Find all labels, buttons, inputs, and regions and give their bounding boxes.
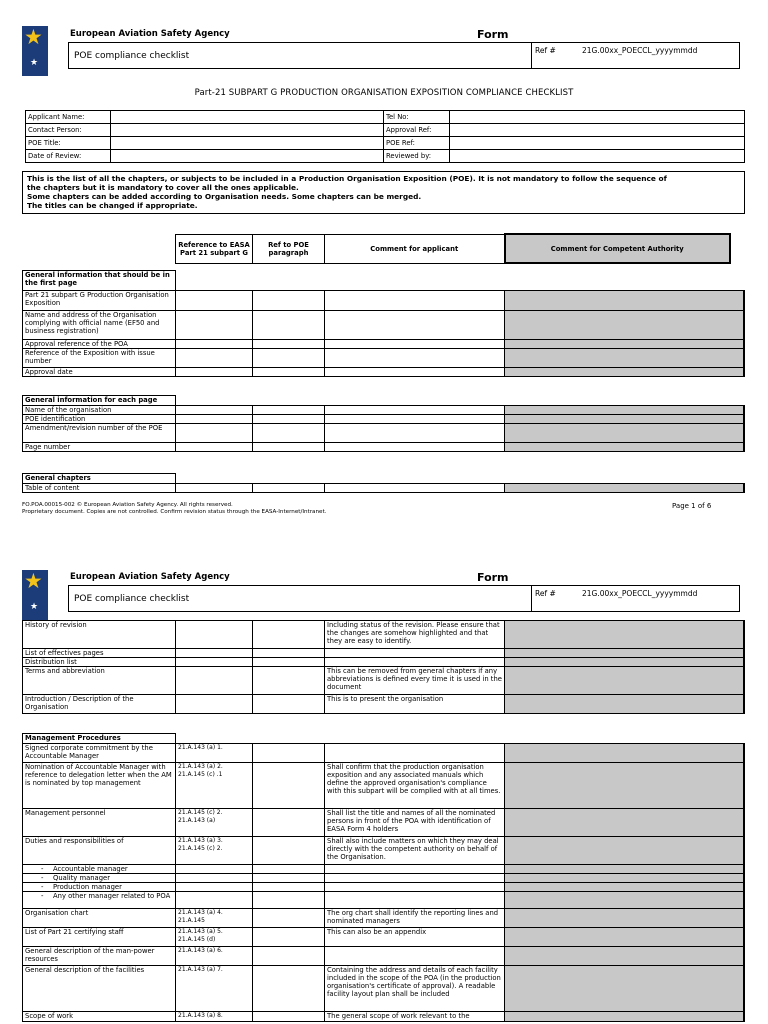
authority-comment-cell[interactable] [505,349,745,368]
ref-easa-cell[interactable]: 21.A.143 (a) 4. 21.A.145 [176,909,253,928]
authority-comment-cell[interactable] [505,928,745,947]
applicant-comment-cell[interactable]: Shall list the title and names of all the nominated persons in front of the POA with identification of EASA Form 4 holders [325,809,505,837]
checklist-item: General description of the facilities [23,966,176,1012]
notice-line: the chapters but it is mandatory to cover all the ones applicable. [27,183,299,192]
applicant-comment-cell[interactable]: Containing the address and details of each facility included in the scope of the POA (in the production organisation's certificate of approval). A readable facility layout plan shall be included [325,966,505,1012]
ref-easa-cell[interactable] [176,658,253,667]
info-label: Approval Ref: [384,124,450,137]
ref-easa-cell[interactable] [176,311,253,340]
applicant-comment-cell[interactable] [325,947,505,966]
checklist-item: Duties and responsibilities of [23,837,176,865]
easa-logo-icon: ★ ★ [22,26,48,76]
checklist-item: List of effectives pages [23,649,176,658]
applicant-info-table [25,110,745,163]
ref-easa-cell[interactable] [176,865,253,874]
footer-line: FO.POA.00015-002 © European Aviation Safety Agency. All rights reserved. [22,502,233,508]
checklist-item: Scope of work [23,1012,176,1022]
ref-poe-cell[interactable] [253,311,325,340]
ref-easa-cell[interactable] [176,892,253,909]
ref-easa-cell[interactable]: 21.A.143 (a) 5. 21.A.145 (d) [176,928,253,947]
notice-line: Some chapters can be added according to Organisation needs. Some chapters can be merged. [27,192,422,201]
ref-cell [531,43,739,68]
info-field[interactable] [450,150,745,163]
ref-poe-cell[interactable] [253,763,325,809]
applicant-comment-cell[interactable]: Shall also include matters on which they may deal directly with the competent authority on behalf of the Organisation. [325,837,505,865]
ref-poe-cell[interactable] [253,809,325,837]
authority-comment-cell[interactable] [505,667,745,695]
agency-name: European Aviation Safety Agency [70,572,230,582]
authority-comment-cell[interactable] [505,909,745,928]
ref-poe-cell[interactable] [253,695,325,714]
ref-cell [531,586,739,611]
ref-poe-cell[interactable] [253,837,325,865]
authority-comment-cell[interactable] [505,443,745,452]
authority-comment-cell[interactable] [505,874,745,883]
checklist-item: Distribution list [23,658,176,667]
applicant-comment-cell[interactable]: The general scope of work relevant to the [325,1012,505,1022]
section-title: Management Procedures [23,734,176,744]
authority-comment-cell[interactable] [505,658,745,667]
ref-poe-cell[interactable] [253,621,325,649]
col-ref-poe: Ref to POE paragraph [253,234,325,263]
applicant-comment-cell[interactable] [325,340,505,349]
checklist-item: Table of content [23,484,176,493]
applicant-comment-cell[interactable] [325,892,505,909]
section-title: General information for each page [23,396,176,406]
ref-poe-cell[interactable] [253,658,325,667]
ref-easa-cell[interactable]: 21.A.143 (a) 1. [176,744,253,763]
authority-comment-cell[interactable] [505,1012,745,1022]
ref-poe-cell[interactable] [253,865,325,874]
ref-easa-cell[interactable] [176,667,253,695]
section-title: General information that should be in the first page [23,271,176,291]
ref-poe-cell[interactable] [253,744,325,763]
authority-comment-cell[interactable] [505,406,745,415]
ref-easa-cell[interactable] [176,883,253,892]
ref-easa-cell[interactable] [176,443,253,452]
info-label: Contact Person: [26,124,111,137]
info-label: Date of Review: [26,150,111,163]
authority-comment-cell[interactable] [505,744,745,763]
checklist-item: POE identification [23,415,176,424]
doc-title: POE compliance checklist [74,594,190,604]
authority-comment-cell[interactable] [505,340,745,349]
authority-comment-cell[interactable] [505,892,745,909]
duty-bullet: - Quality manager [23,874,176,883]
ref-poe-cell[interactable] [253,883,325,892]
info-field[interactable] [111,150,384,163]
header-box [68,585,740,612]
checklist-item: Part 21 subpart G Production Organisation Exposition [23,291,176,311]
ref-easa-cell[interactable]: 21.A.145 (c) 2. 21.A.143 (a) [176,809,253,837]
ref-easa-cell[interactable] [176,291,253,311]
applicant-comment-cell[interactable]: This can be removed from general chapters if any abbreviations is defined every time it is used in the document [325,667,505,695]
info-label: Reviewed by: [384,150,450,163]
ref-poe-cell[interactable] [253,1012,325,1022]
ref-poe-cell[interactable] [253,947,325,966]
applicant-comment-cell[interactable] [325,291,505,311]
ref-easa-cell[interactable]: 21.A.143 (a) 7. [176,966,253,1012]
form-label: Form [477,571,509,584]
applicant-comment-cell[interactable] [325,406,505,415]
authority-comment-cell[interactable] [505,695,745,714]
authority-comment-cell[interactable] [505,883,745,892]
instructions-notice [22,171,745,214]
authority-comment-cell[interactable] [505,809,745,837]
checklist-item: Reference of the Exposition with issue number [23,349,176,368]
checklist-item: Name of the organisation [23,406,176,415]
footer-line: Proprietary document. Copies are not controlled. Confirm revision status through the EASA-Internet/Intranet. [22,509,327,515]
info-field[interactable] [111,111,384,124]
applicant-comment-cell[interactable] [325,424,505,443]
applicant-comment-cell[interactable] [325,744,505,763]
applicant-comment-cell[interactable] [325,368,505,377]
checklist-item: Page number [23,443,176,452]
applicant-comment-cell[interactable] [325,874,505,883]
applicant-comment-cell[interactable] [325,658,505,667]
ref-poe-cell[interactable] [253,424,325,443]
ref-easa-cell[interactable] [176,349,253,368]
ref-poe-cell[interactable] [253,349,325,368]
info-label: Tel No: [384,111,450,124]
authority-comment-cell[interactable] [505,649,745,658]
authority-comment-cell[interactable] [505,368,745,377]
page-2 [0,560,768,1024]
applicant-comment-cell[interactable]: Shall confirm that the production organisation exposition and any associated manuals which define the approved organisation's compliance with this subpart will be complied with at all times. [325,763,505,809]
ref-poe-cell[interactable] [253,966,325,1012]
section-general-chapters [22,473,745,493]
page-number: Page 1 of 6 [672,502,712,510]
applicant-comment-cell[interactable] [325,415,505,424]
checklist-item: Introduction / Description of the Organisation [23,695,176,714]
info-field[interactable] [450,111,745,124]
applicant-comment-cell[interactable]: This is to present the organisation [325,695,505,714]
ref-easa-cell[interactable] [176,415,253,424]
section-management-procedures [22,733,745,1022]
ref-easa-cell[interactable] [176,621,253,649]
easa-logo-icon: ★ ★ [22,570,48,620]
ref-poe-cell[interactable] [253,874,325,883]
applicant-comment-cell[interactable] [325,484,505,493]
authority-comment-cell[interactable] [505,947,745,966]
ref-easa-cell[interactable] [176,695,253,714]
ref-poe-cell[interactable] [253,291,325,311]
ref-easa-cell[interactable]: 21.A.143 (a) 2. 21.A.145 (c) .1 [176,763,253,809]
applicant-comment-cell[interactable]: This can also be an appendix [325,928,505,947]
doc-title: POE compliance checklist [74,51,190,61]
ref-poe-cell[interactable] [253,484,325,493]
ref-value: 21G.00xx_POECCL_yyyymmdd [582,46,698,55]
checklist-item: Amendment/revision number of the POE [23,424,176,443]
column-headers [175,233,731,264]
checklist-item: Organisation chart [23,909,176,928]
authority-comment-cell[interactable] [505,621,745,649]
duty-bullet: - Production manager [23,883,176,892]
authority-comment-cell[interactable] [505,484,745,493]
ref-poe-cell[interactable] [253,443,325,452]
ref-easa-cell[interactable]: 21.A.143 (a) 6. [176,947,253,966]
form-label: Form [477,28,509,41]
applicant-comment-cell[interactable] [325,883,505,892]
info-field[interactable] [450,124,745,137]
ref-poe-cell[interactable] [253,406,325,415]
checklist-item: General description of the man-power resources [23,947,176,966]
ref-poe-cell[interactable] [253,368,325,377]
applicant-comment-cell[interactable] [325,349,505,368]
ref-poe-cell[interactable] [253,667,325,695]
info-label: POE Ref: [384,137,450,150]
ref-poe-cell[interactable] [253,649,325,658]
page-title: Part-21 SUBPART G PRODUCTION ORGANISATION EXPOSITION COMPLIANCE CHECKLIST [194,88,574,98]
applicant-comment-cell[interactable]: The org chart shall identify the reporting lines and nominated managers [325,909,505,928]
ref-easa-cell[interactable] [176,874,253,883]
ref-easa-cell[interactable] [176,406,253,415]
duty-bullet: - Any other manager related to POA [23,892,176,909]
notice-line: The titles can be changed if appropriate. [27,201,198,210]
ref-easa-cell[interactable] [176,340,253,349]
applicant-comment-cell[interactable] [325,649,505,658]
authority-comment-cell[interactable] [505,865,745,874]
col-comment-applicant: Comment for applicant [325,234,505,263]
ref-value: 21G.00xx_POECCL_yyyymmdd [582,589,698,598]
section-first-page [22,270,745,377]
ref-easa-cell[interactable]: 21.A.143 (a) 8. [176,1012,253,1022]
applicant-comment-cell[interactable] [325,865,505,874]
checklist-item: Signed corporate commitment by the Accountable Manager [23,744,176,763]
info-field[interactable] [111,137,384,150]
ref-easa-cell[interactable] [176,368,253,377]
applicant-comment-cell[interactable] [325,311,505,340]
col-ref-easa: Reference to EASA Part 21 subpart G [176,234,253,263]
ref-poe-cell[interactable] [253,892,325,909]
info-label: Applicant Name: [26,111,111,124]
section-title: General chapters [23,474,176,484]
ref-poe-cell[interactable] [253,928,325,947]
col-comment-authority: Comment for Competent Authority [505,234,731,263]
ref-poe-cell[interactable] [253,415,325,424]
checklist-item: Approval date [23,368,176,377]
applicant-comment-cell[interactable]: Including status of the revision. Please ensure that the changes are somehow highlighted and that they are easy to identify. [325,621,505,649]
checklist-item: Name and address of the Organisation complying with official name (EF50 and business registration) [23,311,176,340]
checklist-item: List of Part 21 certifying staff [23,928,176,947]
applicant-comment-cell[interactable] [325,443,505,452]
authority-comment-cell[interactable] [505,763,745,809]
checklist-item: Approval reference of the POA [23,340,176,349]
ref-easa-cell[interactable] [176,649,253,658]
authority-comment-cell[interactable] [505,966,745,1012]
info-field[interactable] [111,124,384,137]
authority-comment-cell[interactable] [505,415,745,424]
authority-comment-cell[interactable] [505,291,745,311]
checklist-item: History of revision [23,621,176,649]
ref-poe-cell[interactable] [253,909,325,928]
ref-easa-cell[interactable] [176,484,253,493]
authority-comment-cell[interactable] [505,837,745,865]
ref-poe-cell[interactable] [253,340,325,349]
authority-comment-cell[interactable] [505,424,745,443]
ref-label: Ref # [535,46,556,55]
checklist-item: Nomination of Accountable Manager with reference to delegation letter when the AM is nominated by top management [23,763,176,809]
duty-bullet: - Accountable manager [23,865,176,874]
ref-easa-cell[interactable]: 21.A.143 (a) 3. 21.A.145 (c) 2. [176,837,253,865]
footer-copyright [22,502,326,516]
info-label: POE Title: [26,137,111,150]
header-box [68,42,740,69]
checklist-item: Terms and abbreviation [23,667,176,695]
info-field[interactable] [450,137,745,150]
general-chapters-cont [22,620,745,714]
ref-easa-cell[interactable] [176,424,253,443]
agency-name: European Aviation Safety Agency [70,29,230,39]
section-each-page [22,395,745,452]
ref-label: Ref # [535,589,556,598]
authority-comment-cell[interactable] [505,311,745,340]
notice-line: This is the list of all the chapters, or subjects to be included in a Production Organisation Exposition (POE). It is not mandatory to follow the sequence of [27,174,667,183]
checklist-item: Management personnel [23,809,176,837]
